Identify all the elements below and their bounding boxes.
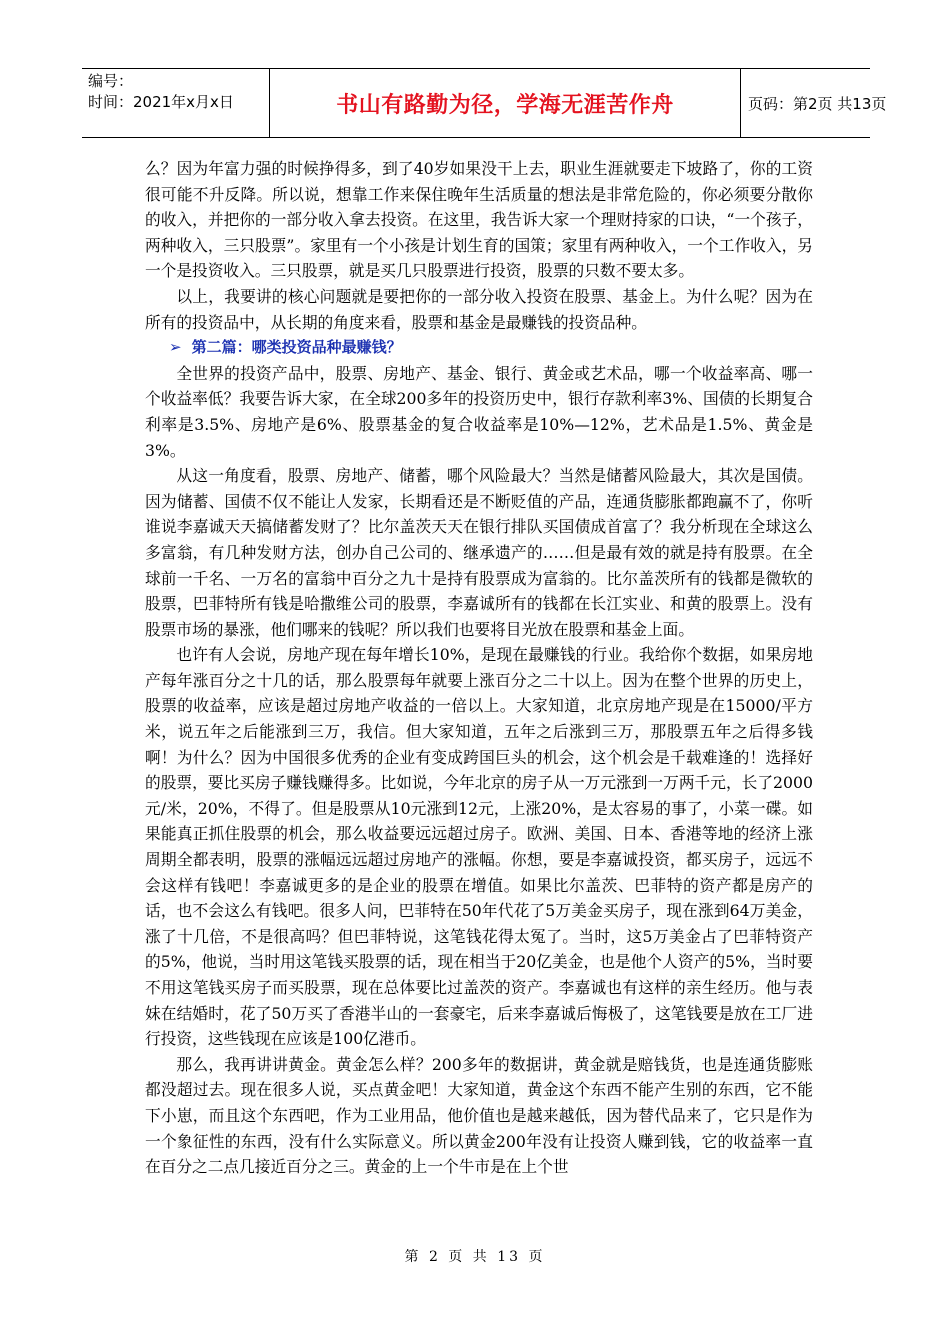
paragraph: 也许有人会说，房地产现在每年增长10%，是现在最赚钱的行业。我给你个数据，如果房地产每年涨百分之十几的话，那么股票每年就要上涨百分之二十以上。因为在整个世界的历史上，股票的收益率，应该是超过房地产收益的一倍以上。大家知道，北京房地产现是在15000/平方米，说五年之后能涨到三万，我信。但大家知道，五年之后涨到三万，那股票五年之后得多钱啊！为什么？因为中国很多优秀的企业有变成跨国巨头的机会，这个机会是千载难逢的！选择好的股票，要比买房子赚钱赚得多。比如说，今年北京的房子从一万元涨到一万两千元，长了2000元/米，20%，不得了。但是股票从10元涨到12元，上涨20%，是太容易的事了，小菜一碟。如果能真正抓住股票的机会，那么收益要远远超过房子。欧洲、美国、日本、香港等地的经济上涨周期全都表明，股票的涨幅远远超过房地产的涨幅。你想，要是李嘉诚投资，都买房子，远远不会这样有钱吧！李嘉诚更多的是企业的股票在增值。如果比尔盖茨、巴菲特的资产都是房产的话，也不会这么有钱吧。很多人问，巴菲特在50年代花了5万美金买房子，现在涨到64万美金，涨了十几倍，不是很高吗？但巴菲特说，这笔钱花得太冤了。当时，这5万美金占了巴菲特资产的5%，他说，当时用这笔钱买股票的话，现在相当于20亿美金，也是他个人资产的5%，当时要不用这笔钱买房子而买股票，现在总体要比过盖茨的资产。李嘉诚也有这样的亲生经历。他与表妹在结婚时，花了50万买了香港半山的一套豪宅，后来李嘉诚后悔极了，这笔钱要是放在工厂进行投资，这些钱现在应该是100亿港币。 <box>145 645 813 1049</box>
header-meta <box>82 69 270 137</box>
section-heading-text: 第二篇：哪类投资品种最赚钱？ <box>191 338 402 357</box>
motto-text: 书山有路勤为径，学海无涯苦作舟 <box>336 92 674 118</box>
page-header <box>82 68 887 138</box>
paragraph: 那么，我再讲讲黄金。黄金怎么样？200多年的数据讲，黄金就是赔钱货，也是连通货膨账都没超过去。现在很多人说，买点黄金吧！大家知道，黄金这个东西不能产生别的东西，它不能下小崽，而且这个东西吧，作为工业用品，他价值也是越来越低，因为替代品来了，它只是作为一个象征性的东西，没有什么实际意义。所以黄金200年没有让投资人赚到钱，它的收益率一直在百分之二点几接近百分之三。黄金的上一个牛市是在上个世 <box>145 1054 813 1177</box>
date-label: 时间：2021年x月x日 <box>88 93 234 111</box>
paragraph: 以上，我要讲的核心问题就是要把你的一部分收入投资在股票、基金上。为什么呢？因为在所有的投资品中，从长期的角度来看，股票和基金是最赚钱的投资品种。 <box>145 286 813 332</box>
section-heading <box>145 335 813 361</box>
document-body <box>145 156 813 1180</box>
paragraph: 全世界的投资产品中，股票、房地产、基金、银行、黄金或艺术品，哪一个收益率高、哪一个收益率低？我要告诉大家，在全球200多年的投资历史中，银行存款利率3%、国债的长期复合利率是3.5%、房地产是6%、股票基金的复合收益率是10%—12%，艺术品是1.5%、黄金是3%。 <box>145 363 813 460</box>
header-motto-cell <box>270 69 741 137</box>
arrow-bullet-icon: ➢ <box>169 338 182 357</box>
paragraph: 从这一角度看，股票、房地产、储蓄，哪个风险最大？当然是储蓄风险最大，其次是国债。因为储蓄、国债不仅不能让人发家，长期看还是不断贬值的产品，连通货膨胀都跑赢不了，你听谁说李嘉诚天天搞储蓄发财了？比尔盖茨天天在银行排队买国债成首富了？我分析现在全球这么多富翁，有几种发财方法，创办自己公司的、继承遗产的……但是最有效的就是持有股票。在全球前一千名、一万名的富翁中百分之九十是持有股票成为富翁的。比尔盖茨所有的钱都是微软的股票，巴菲特所有钱是哈撒维公司的股票，李嘉诚所有的钱都在长江实业、和黄的股票上。没有股票市场的暴涨，他们哪来的钱呢？所以我们也要将目光放在股票和基金上面。 <box>145 466 813 639</box>
paragraph: 么？因为年富力强的时候挣得多，到了40岁如果没干上去，职业生涯就要走下坡路了，你的工资很可能不升反降。所以说，想靠工作来保住晚年生活质量的想法是非常危险的，你必须要分散你的收入，并把你的一部分收入拿去投资。在这里，我告诉大家一个理财持家的口诀，“一个孩子，两种收入，三只股票”。家里有一个小孩是计划生育的国策；家里有两种收入，一个工作收入，另一个是投资收入。三只股票，就是买几只股票进行投资，股票的只数不要太多。 <box>145 159 813 281</box>
page-footer: 第 2 页 共 13 页 <box>404 1249 546 1265</box>
header-page-info: 页码：第2页 共13页 <box>748 94 887 113</box>
serial-label: 编号： <box>88 72 134 90</box>
